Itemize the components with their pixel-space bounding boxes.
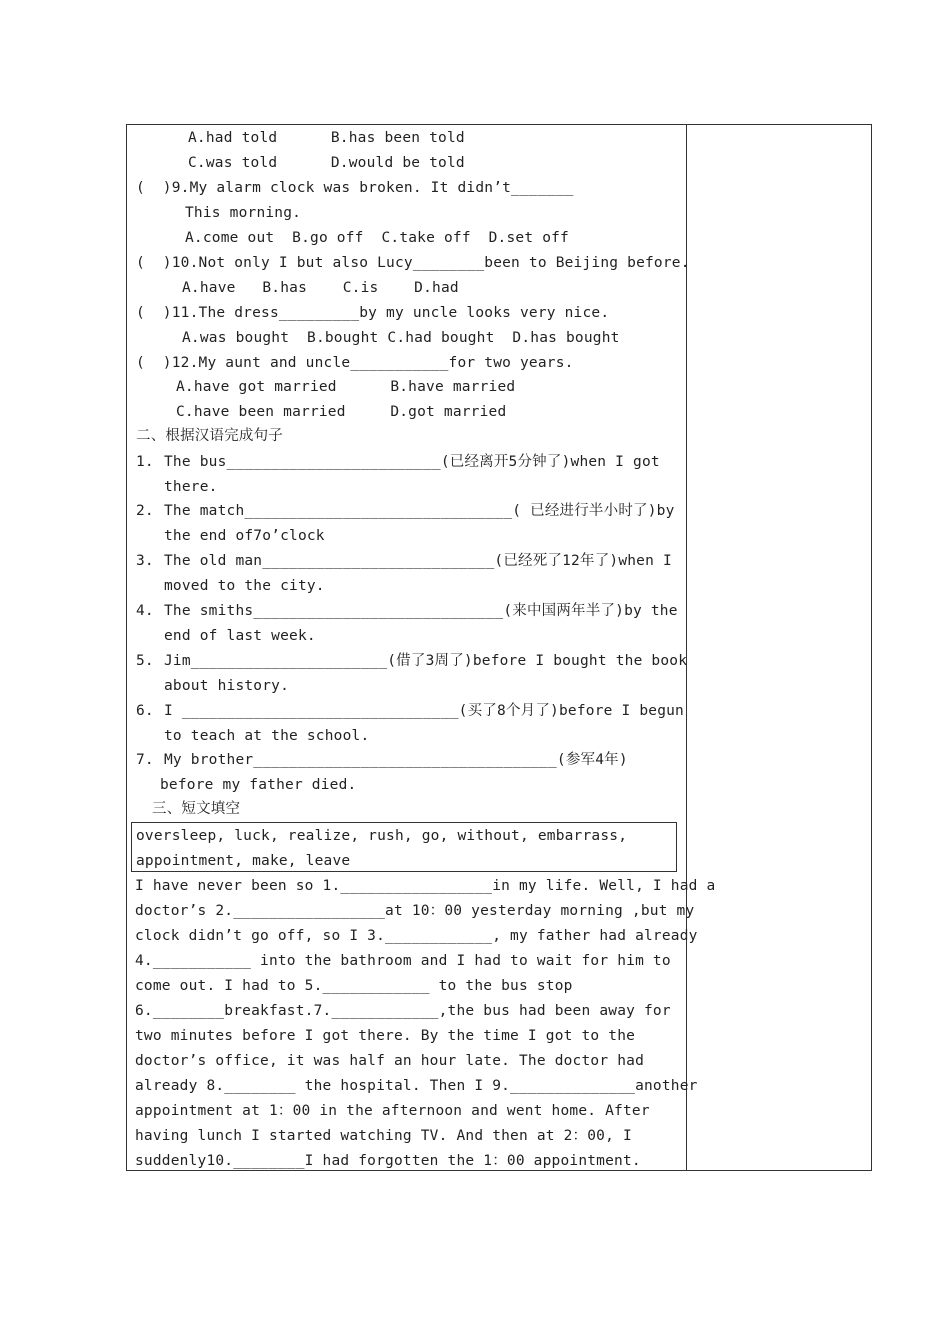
q11-question: ( )11.The dress_________by my uncle looks very nice. — [136, 305, 610, 321]
q12-options-1: A.have got married B.have married — [176, 379, 516, 395]
q8-options-1: A.had told B.has been told — [188, 130, 465, 146]
q10-question: ( )10.Not only I but also Lucy________been to Beijing before. — [136, 255, 690, 271]
q9-options: A.come out B.go off C.take off D.set off — [185, 230, 569, 246]
q11-options: A.was bought B.bought C.had bought D.has bought — [182, 330, 620, 346]
passage-line: suddenly10.________I had forgotten the 1：00 appointment. — [135, 1153, 641, 1169]
p2-item-1-line1: The bus________________________(已经离开5分钟了)when I got — [164, 454, 660, 470]
p2-item-7-line1: My brother__________________________________(参军4年) — [164, 752, 628, 768]
p2-item-3-num: 3. — [136, 553, 154, 569]
q12-question: ( )12.My aunt and uncle___________for two years. — [136, 355, 574, 371]
passage-line: doctor’s 2._________________at 10：00 yesterday morning ,but my — [135, 903, 695, 919]
p2-item-6-num: 6. — [136, 703, 154, 719]
p2-item-5-line1: Jim______________________(借了3周了)before I bought the book — [164, 653, 688, 669]
p2-item-2-line1: The match______________________________( 已经进行半小时了)by — [164, 503, 675, 519]
q9-question: ( )9.My alarm clock was broken. It didn’t_______ — [136, 180, 574, 196]
p2-item-7-line2: before my father died. — [160, 777, 357, 793]
q9-question-cont: This morning. — [185, 205, 302, 221]
q8-options-2: C.was told D.would be told — [188, 155, 465, 171]
p2-item-2-line2: the end of7o’clock — [164, 528, 325, 544]
p2-item-3-line2: moved to the city. — [164, 578, 325, 594]
passage-line: 6.________breakfast.7.____________,the bus had been away for — [135, 1003, 671, 1019]
passage-line: appointment at 1：00 in the afternoon and went home. After — [135, 1103, 650, 1119]
p2-item-7-num: 7. — [136, 752, 154, 768]
passage-line: I have never been so 1._________________in my life. Well, I had a — [135, 878, 716, 894]
passage-line: 4.___________ into the bathroom and I had to wait for him to — [135, 953, 671, 969]
p2-item-1-num: 1. — [136, 454, 154, 470]
p2-item-5-line2: about history. — [164, 678, 290, 694]
word-bank-line-1: oversleep, luck, realize, rush, go, without, embarrass, — [136, 828, 628, 844]
p2-item-1-line2: there. — [164, 479, 218, 495]
passage-line: come out. I had to 5.____________ to the bus stop — [135, 978, 573, 994]
p2-item-2-num: 2. — [136, 503, 154, 519]
p2-item-5-num: 5. — [136, 653, 154, 669]
word-bank-line-2: appointment, make, leave — [136, 853, 351, 869]
column-divider — [686, 124, 687, 1171]
p2-item-6-line1: I _______________________________(买了8个月了)before I begun — [164, 703, 684, 719]
q10-options: A.have B.has C.is D.had — [182, 280, 459, 296]
p2-item-6-line2: to teach at the school. — [164, 728, 370, 744]
passage-line: already 8.________ the hospital. Then I 9.______________another — [135, 1078, 698, 1094]
passage-line: two minutes before I got there. By the time I got to the — [135, 1028, 636, 1044]
passage-line: having lunch I started watching TV. And then at 2：00, I — [135, 1128, 632, 1144]
passage-line: clock didn’t go off, so I 3.____________, my father had already — [135, 928, 698, 944]
p2-item-3-line1: The old man__________________________(已经死了12年了)when I — [164, 553, 672, 569]
part3-heading: 三、短文填空 — [152, 801, 241, 817]
p2-item-4-line1: The smiths____________________________(来中国两年半了)by the — [164, 603, 678, 619]
q12-options-2: C.have been married D.got married — [176, 404, 507, 420]
passage-line: doctor’s office, it was half an hour late. The doctor had — [135, 1053, 644, 1069]
p2-item-4-line2: end of last week. — [164, 628, 316, 644]
p2-item-4-num: 4. — [136, 603, 154, 619]
part2-heading: 二、根据汉语完成句子 — [136, 428, 283, 444]
